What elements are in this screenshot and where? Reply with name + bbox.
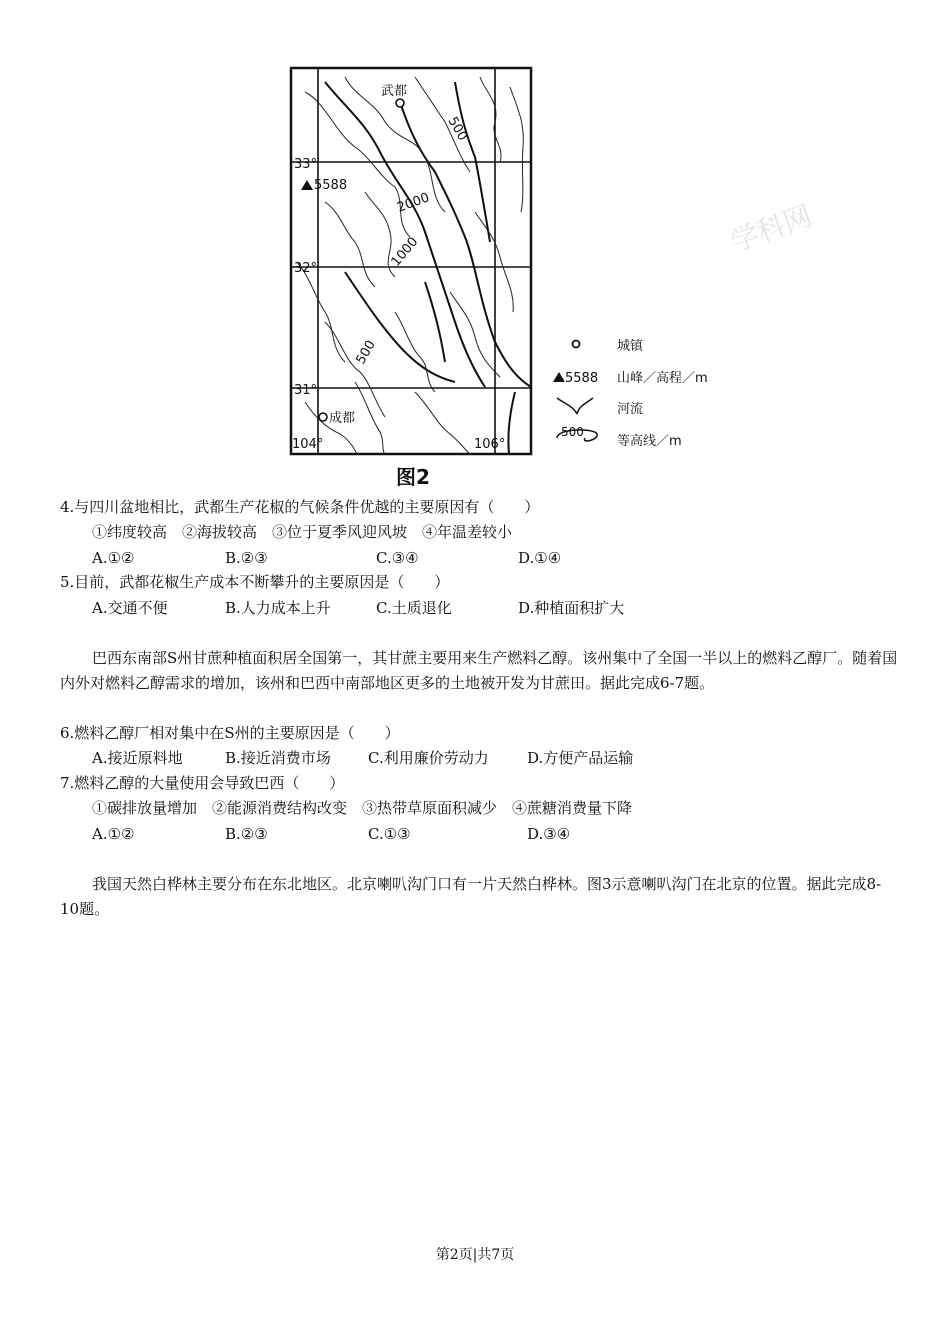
peak-triangle-icon xyxy=(301,180,313,190)
figure-2-map xyxy=(285,62,817,462)
contour-lines xyxy=(297,77,523,454)
q6-option-d: D.方便产品运输 xyxy=(527,749,634,767)
q5-stem: 5.目前，武都花椒生产成本不断攀升的主要原因是（ ） xyxy=(60,573,450,591)
legend-peak-value: 5588 xyxy=(565,371,599,386)
label-wudu: 武都 xyxy=(381,84,408,99)
q6-option-b: B.接近消费市场 xyxy=(225,749,331,767)
q7-option-b: B.②③ xyxy=(225,825,268,843)
page-footer: 第2页|共7页 xyxy=(435,1247,515,1263)
label-contour-500-top: 500 xyxy=(444,114,470,144)
q6-option-a: A.接近原料地 xyxy=(92,749,183,767)
q5-option-b: B.人力成本上升 xyxy=(225,599,331,617)
figure-caption: 图2 xyxy=(396,465,430,489)
label-contour-1000: 1000 xyxy=(388,234,422,270)
rivers xyxy=(325,82,531,454)
q4-option-b: B.②③ xyxy=(225,549,268,567)
legend-peak-label: 山峰／高程／m xyxy=(617,371,708,386)
q5-option-a: A.交通不便 xyxy=(92,599,168,617)
q5-option-c: C.土质退化 xyxy=(376,599,452,617)
label-contour-2000: 2000 xyxy=(395,190,432,216)
town-wudu-marker xyxy=(396,99,404,107)
q7-option-c: C.①③ xyxy=(368,825,411,843)
map-legend xyxy=(553,338,708,449)
label-lat31: 31° xyxy=(294,383,318,398)
legend-contour-label: 等高线／m xyxy=(617,434,682,449)
legend-river-icon xyxy=(557,398,593,414)
q4-stem: 4.与四川盆地相比，武都生产花椒的气候条件优越的主要原因有（ ） xyxy=(60,498,540,516)
label-contour-500-bottom: 500 xyxy=(353,337,379,367)
label-lat32: 32° xyxy=(294,261,318,276)
q6-stem: 6.燃料乙醇厂相对集中在S州的主要原因是（ ） xyxy=(60,724,400,742)
legend-town-label: 城镇 xyxy=(617,339,644,354)
q6-option-c: C.利用廉价劳动力 xyxy=(368,749,489,767)
passage-birch: 我国天然白桦林主要分布在东北地区。北京喇叭沟门口有一片天然白桦林。图3示意喇叭沟门在北京的位置。据此完成8-10题。 xyxy=(60,875,882,918)
label-chengdu: 成都 xyxy=(329,411,356,426)
legend-town-icon xyxy=(573,341,580,348)
label-lat33: 33° xyxy=(294,157,318,172)
legend-peak-icon xyxy=(553,372,565,382)
legend-river-label: 河流 xyxy=(617,402,644,417)
passage-brazil: 巴西东南部S州甘蔗种植面积居全国第一，其甘蔗主要用来生产燃料乙醇。该州集中了全国一半以上的燃料乙醇厂。随着国内外对燃料乙醇需求的增加，该州和巴西中南部地区更多的土地被开发为甘蔗田。据此完成6-7题。 xyxy=(60,649,898,692)
watermark-text: 学科网 xyxy=(726,198,817,259)
q4-option-c: C.③④ xyxy=(376,549,419,567)
q7-option-a: A.①② xyxy=(92,825,135,843)
q5-option-d: D.种植面积扩大 xyxy=(518,599,625,617)
q4-option-a: A.①② xyxy=(92,549,135,567)
label-lon104: 104° xyxy=(292,437,324,452)
q7-items: ①碳排放量增加 ②能源消费结构改变 ③热带草原面积减少 ④蔗糖消费量下降 xyxy=(92,799,633,817)
town-chengdu-marker xyxy=(319,413,327,421)
q7-stem: 7.燃料乙醇的大量使用会导致巴西（ ） xyxy=(60,774,345,792)
topographic-map xyxy=(285,62,817,462)
q4-option-d: D.①④ xyxy=(518,549,562,567)
q7-option-d: D.③④ xyxy=(527,825,571,843)
q4-items: ①纬度较高 ②海拔较高 ③位于夏季风迎风坡 ④年温差较小 xyxy=(92,523,513,541)
label-lon106: 106° xyxy=(474,437,506,452)
label-peak: 5588 xyxy=(314,178,348,193)
legend-contour-value: 500 xyxy=(561,425,584,439)
